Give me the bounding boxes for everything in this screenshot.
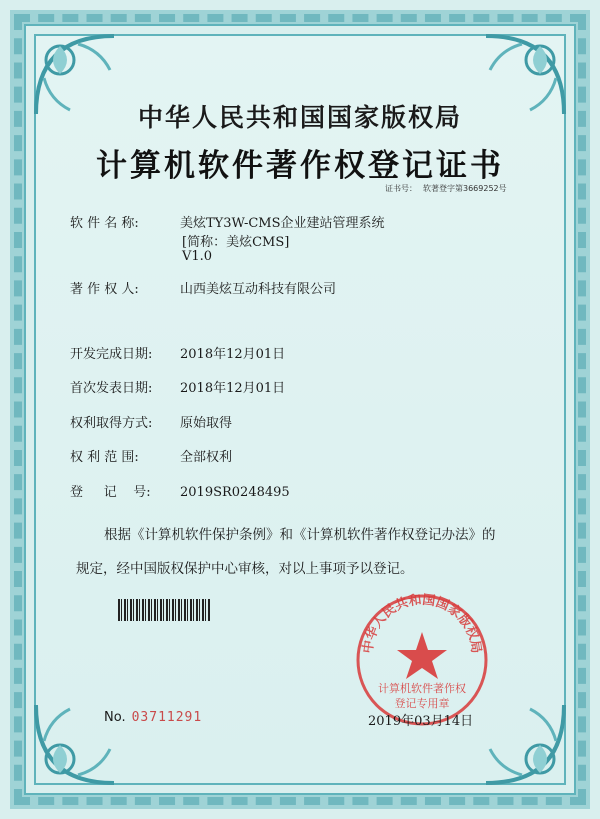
issuer-heading: 中华人民共和国国家版权局 <box>137 103 462 132</box>
registration-value: 2019SR0248495 <box>180 485 290 500</box>
dev-date-row <box>70 343 285 362</box>
acquire-value: 原始取得 <box>180 416 233 431</box>
acquire-row <box>70 412 232 431</box>
statement-paragraph <box>76 518 546 586</box>
certificate-title: 计算机软件著作权登记证书 <box>96 148 504 184</box>
software-version: V1.0 <box>182 249 213 264</box>
software-name-value: 美炫TY3W-CMS企业建站管理系统 <box>180 216 385 231</box>
pub-date-row <box>70 377 285 396</box>
statement-line-2: 规定，经中国版权保护中心审核，对以上事项予以登记。 <box>76 561 414 577</box>
registration-label: 登 记 号: <box>70 485 151 500</box>
dev-date-value: 2018年12月01日 <box>180 347 286 362</box>
software-short-name: [简称：美炫CMS] <box>182 235 290 250</box>
official-seal <box>352 590 492 730</box>
owner-value: 山西美炫互动科技有限公司 <box>180 282 337 297</box>
scope-label: 权 利 范 围: <box>70 450 139 465</box>
serial-label: No. <box>104 710 126 725</box>
owner-label: 著 作 权 人: <box>70 282 139 297</box>
serial-value: 03711291 <box>131 710 203 725</box>
issue-date: 2019年03月14日 <box>368 714 474 729</box>
owner-row <box>70 278 336 297</box>
pub-date-value: 2018年12月01日 <box>180 381 286 396</box>
svg-text:登记专用章: 登记专用章 <box>394 697 450 710</box>
barcode <box>118 599 210 621</box>
certificate-number-label: 证书号： <box>385 184 417 193</box>
certificate-number-value: 软著登字第3669252号 <box>423 184 507 193</box>
svg-text:中华人民共和国国家版权局: 中华人民共和国国家版权局 <box>360 592 484 655</box>
scope-value: 全部权利 <box>180 450 233 465</box>
certificate-number <box>385 183 513 194</box>
software-name-label: 软 件 名 称: <box>70 216 139 231</box>
statement-line-1: 根据《计算机软件保护条例》和《计算机软件著作权登记办法》的 <box>104 527 496 543</box>
serial-number <box>104 710 202 725</box>
registration-row <box>70 481 290 500</box>
svg-text:计算机软件著作权: 计算机软件著作权 <box>378 682 466 695</box>
dev-date-label: 开发完成日期: <box>70 347 153 362</box>
acquire-label: 权利取得方式: <box>70 416 153 431</box>
pub-date-label: 首次发表日期: <box>70 381 153 396</box>
scope-row <box>70 446 232 465</box>
star-icon <box>397 632 447 679</box>
corner-ornament-icon <box>480 699 570 789</box>
software-name-row <box>70 212 385 231</box>
